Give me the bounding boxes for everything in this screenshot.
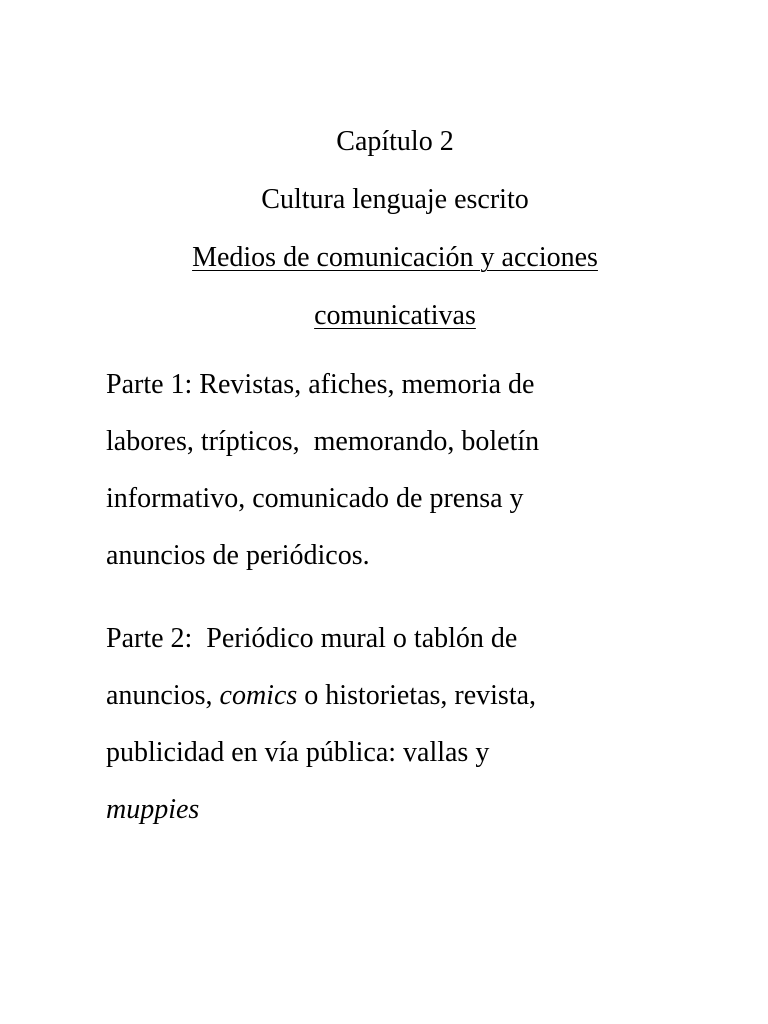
part-2-italic-term: comics	[219, 680, 298, 711]
part-1-line: anuncios de periódicos.	[106, 540, 370, 571]
part-2-line	[106, 667, 726, 724]
chapter-heading	[0, 113, 768, 345]
part-1-paragraph	[106, 356, 726, 584]
part-2-text: o historietas, revista,	[297, 680, 537, 711]
part-2-paragraph	[106, 610, 726, 838]
part-1-line: Parte 1: Revistas, afiches, memoria de	[106, 369, 535, 400]
chapter-topic-line-2: comunicativas	[314, 300, 476, 331]
part-2-line	[106, 781, 726, 838]
part-1-line: labores, trípticos, memorando, boletín	[106, 426, 540, 457]
part-2-line: publicidad en vía pública: vallas y	[106, 737, 490, 768]
chapter-subject: Cultura lenguaje escrito	[261, 184, 529, 215]
chapter-title: Capítulo 2	[336, 126, 454, 157]
part-2-line: Parte 2: Periódico mural o tablón de	[106, 623, 518, 654]
part-2-italic-term: muppies	[106, 794, 200, 825]
chapter-topic-line-1: Medios de comunicación y acciones	[192, 242, 598, 273]
part-1-line: informativo, comunicado de prensa y	[106, 483, 524, 514]
part-2-text: anuncios,	[106, 680, 220, 711]
